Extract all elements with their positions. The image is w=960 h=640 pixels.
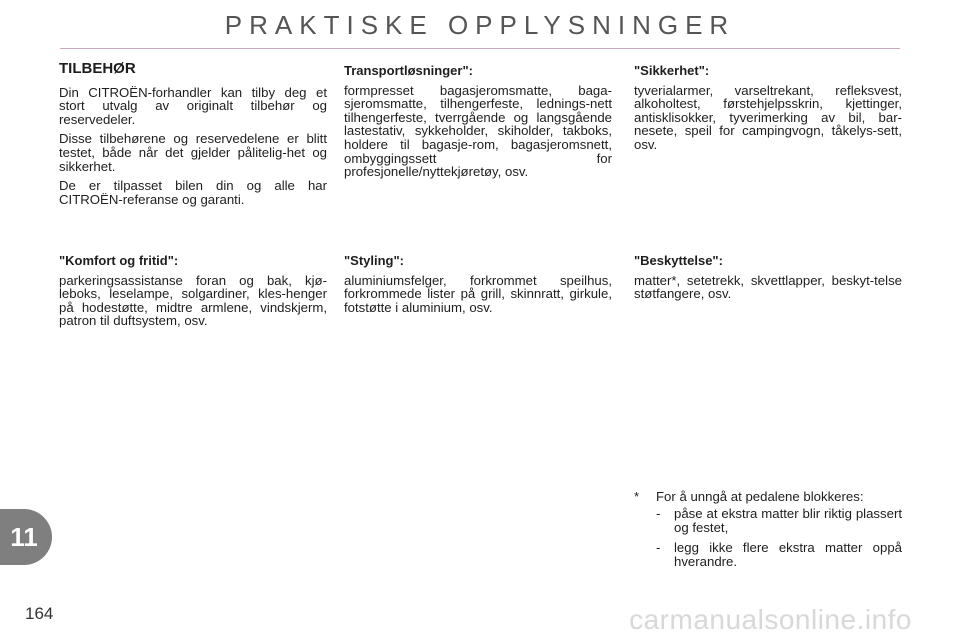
page-number: 164 [25,604,54,623]
safety-title: "Sikkerhet": [634,63,710,78]
comfort-title: "Komfort og fritid": [59,253,179,268]
styling-section [344,254,612,320]
protection-title: "Beskyttelse": [634,253,723,268]
transport-section [344,64,612,185]
footnote-star: * [634,489,640,504]
intro-paragraph: Disse tilbehørene og reservedelene er blitt testet, både når det gjelder pålitelig-het og sikkerhet. [59,131,327,174]
transport-text: formpresset bagasjeromsmatte, baga-sjeromsmatte, tilhengerfeste, lednings-nett tilhengerfeste, tverrgående og langsgående lastestativ, sykkeholder, skiholder, takboks, holdere til bagasje-rom, bagasjeromsnett, ombyggingssett for profesjonelle/nyttekjøretøy, osv. [344,82,612,180]
safety-text: tyverialarmer, varseltrekant, refleksvest, alkoholtest, førstehjelpsskrin, kjettinger, antisklisokker, tyverimerking av bil, bar-nesete, speil for campingvogn, tåkelys-sett, osv. [634,82,902,152]
chapter-tab: 11 [0,509,52,565]
protection-section [634,254,902,307]
page-title: PRAKTISKE OPPLYSNINGER [224,10,736,40]
watermark: carmanualsonline.info [629,604,912,635]
comfort-section [59,254,327,334]
footnote-main [634,490,902,504]
footnote-dash: - [656,540,661,555]
header-divider [60,48,900,49]
intro-paragraph: Din CITROËN-forhandler kan tilby deg et stort utvalg av originalt tilbehør og reservedeler. [59,84,327,127]
footnote-dash: - [656,506,661,521]
footnote-item-text: legg ikke flere ekstra matter oppå hverandre. [674,540,902,569]
section-title: TILBEHØR [59,60,136,77]
comfort-text: parkeringsassistanse foran og bak, kjø-leboks, leselampe, solgardiner, kles-henger på hodestøtte, midtre armlene, vindskjerm, patron til duftsystem, osv. [59,272,327,329]
transport-title: Transportløsninger": [344,63,473,78]
footnote [634,490,902,575]
styling-text: aluminiumsfelger, forkrommet speilhus, forkrommede lister på grill, skinnratt, girkule, fotstøtte i aluminium, osv. [344,272,612,315]
footnote-item [656,541,902,569]
protection-text: matter*, setetrekk, skvettlapper, beskyt-telse støtfangere, osv. [634,272,902,302]
intro-paragraph: De er tilpasset bilen din og alle har CITROËN-referanse og garanti. [59,178,327,207]
intro-section [59,62,327,212]
footnote-text: For å unngå at pedalene blokkeres: [656,489,864,504]
safety-section [634,64,902,158]
footnote-item [656,507,902,535]
footnote-item-text: påse at ekstra matter blir riktig plassert og festet, [674,506,902,535]
styling-title: "Styling": [344,253,404,268]
